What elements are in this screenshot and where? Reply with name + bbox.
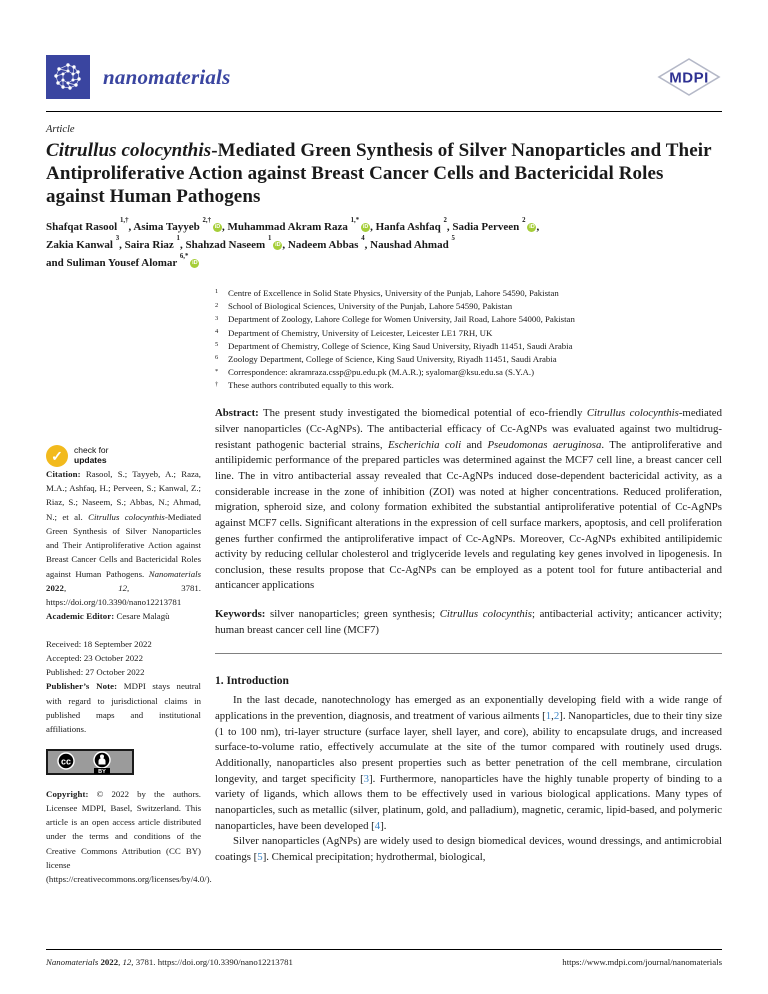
- check-for-updates-label: check for updates: [74, 445, 109, 465]
- affiliation-row: 6 Zoology Department, College of Science, King Saud University, Riyadh 11451, Saudi Arabia: [215, 353, 557, 364]
- footer-divider: [46, 949, 722, 950]
- publisher-note: Publisher’s Note: MDPI stays neutral with regard to jurisdictional claims in published maps and institutional affiliations.: [46, 681, 201, 735]
- intro-paragraph-2: Silver nanoparticles (AgNPs) are widely used to design biomedical devices, wound dressings, and antimicrobial coatings [5]. Chemical precipitation; hydrothermal, biological,: [215, 835, 722, 863]
- academic-editor: Academic Editor: Cesare Malagù: [46, 611, 170, 622]
- citation-ref-3[interactable]: 3: [363, 772, 370, 785]
- nanomaterials-fullerene-logo: [46, 55, 90, 99]
- keywords: Keywords: silver nanoparticles; green synthesis; Citrullus colocynthis; antibacterial activity; anticancer activity; human breast cancer cell line (MCF7): [215, 608, 722, 636]
- page-footer: [46, 949, 722, 967]
- orcid-icon[interactable]: iD: [275, 241, 281, 248]
- citation-ref-2[interactable]: 2: [553, 710, 560, 723]
- orcid-icon[interactable]: iD: [529, 223, 535, 230]
- citation-ref-1[interactable]: 1: [545, 710, 552, 723]
- check-icon: ✓: [46, 445, 68, 467]
- check-for-updates-badge[interactable]: [46, 445, 201, 467]
- affiliation-row: 1 Centre of Excellence in Solid State Physics, University of the Punjab, Lahore 54590, Pakistan: [215, 287, 559, 298]
- cc-icon: [58, 753, 74, 769]
- orcid-icon[interactable]: iD: [192, 259, 198, 266]
- svg-text:cc: cc: [60, 756, 72, 767]
- received-date: Received: 18 September 2022: [46, 638, 152, 649]
- orcid-icon[interactable]: iD: [362, 223, 369, 230]
- affiliation-row: 2 School of Biological Sciences, University of the Punjab, Lahore 54590, Pakistan: [215, 301, 513, 312]
- affiliation-row: 5 Department of Chemistry, College of Science, King Saud University, Riyadh 11451, Saudi Arabia: [215, 340, 573, 351]
- citation-block: Citation: Rasool, S.; Tayyeb, A.; Raza, M.A.; Ashfaq, H.; Perveen, S.; Kanwal, Z.; Riaz, S.; Naseem, S.; Abbas, N.; Ahmad, N.; et al. Citrullus colocynthis-Mediated Green Synthesis of Silver Nanoparticles and Their Antiproliferative Action against Breast Cancer Cells and Bactericidal Roles against Human Pathogens. Nanomaterials 2022, 12, 3781. https://doi.org/10.3390/nano12213781: [46, 468, 201, 608]
- intro-paragraph-1: In the last decade, nanotechnology has emerged as an exponentially developing field with a wide range of applications in the prevention, diagnosis, and treatment of various ailments [1,2]. Nanoparticles, due to their tiny size (1 to 100 nm), tri-layer structure (surface layer, shell layer, and core), ability to encapsulate drugs, and increased surface-to-volume ratio, effectively accumulate at the site of the tumor compared with routinely used drugs. Additionally, nanoparticles also present properties such as better penetration of the cell membrane, circulation longevity, and target specificity [3]. Furthermore, nanoparticles have the highly tunable property of binding to a variety of ligands, which allows them to be effectively used in various biological applications. Many types of nanoparticles, such as metallic (silver, platinum, gold, and palladium), magnetic, ceramic, lipid-based, and polymeric nanoparticles, have been developed [4].: [215, 694, 722, 832]
- svg-text:MDPI: MDPI: [669, 69, 709, 87]
- main-column: [215, 287, 722, 887]
- abstract: Abstract: The present study investigated the biomedical potential of eco-friendly Citrullus colocynthis-mediated silver nanoparticles (Cc-AgNPs). The antibacterial efficacy of Cc-AgNPs was evaluated against two multidrug-resistant pathogenic bacterial strains, Escherichia coli and Pseudomonas aeruginosa. The antiproliferative and antilipidemic performance of the prepared particles was determined against the MCF7 cell line, a breast cancer cell line. The in vitro antibacterial assay revealed that Cc-AgNPs induced dose-dependent bactericidal activity, as a considerable increase in the zone of inhibition (ZOI) was noted at higher concentrations. Reduced proliferation, migration, spheroid size, and colony formation exhibited the substantial antiproliferative potential of Cc-AgNPs against MCF7 cells. Significant alterations in the expression of cell surface markers, apoptosis, and cell proliferation genes further confirmed the antiproliferative impact of Cc-AgNPs. Moreover, Cc-AgNPs exhibited antilipidemic activity by reducing cellular cholesterol and triglyceride levels and regulating key genes involved in lipogenesis. In conclusion, these results propose that Cc-AgNPs can be employed as a potent tool for future antibacterial and anticancer applications: [215, 407, 722, 592]
- journal-name: nanomaterials: [103, 64, 231, 89]
- affiliations-list: [215, 287, 722, 393]
- orcid-icon[interactable]: iD: [214, 223, 221, 230]
- affiliation-row: † These authors contributed equally to this work.: [215, 380, 394, 391]
- header-divider: [46, 111, 722, 112]
- section-divider: [215, 653, 722, 654]
- affiliation-row-correspondence[interactable]: * Correspondence: akramraza.cssp@pu.edu.pk (M.A.R.); syalomar@ksu.edu.sa (S.Y.A.): [215, 367, 535, 378]
- cc-by-person-icon: [94, 752, 110, 775]
- mdpi-logo: [656, 57, 722, 97]
- section-heading-introduction: 1. Introduction: [215, 675, 289, 688]
- citation-ref-5[interactable]: 5: [257, 850, 263, 863]
- published-date: Published: 27 October 2022: [46, 667, 145, 678]
- svg-text:BY: BY: [98, 769, 106, 776]
- article-title: Citrullus colocynthis-Mediated Green Synthesis of Silver Nanoparticles and Their Antiproliferative Action against Breast Cancer Cells and Bactericidal Roles against Human Pathogens: [46, 140, 712, 208]
- cc-by-license-badge[interactable]: [46, 749, 201, 779]
- accepted-date: Accepted: 23 October 2022: [46, 652, 143, 663]
- affiliation-row: 3 Department of Zoology, Lahore College for Women University, Jail Road, Lahore 54000, Pakistan: [215, 314, 575, 325]
- article-type-label: Article: [46, 124, 75, 135]
- affiliation-row: 4 Department of Chemistry, University of Leicester, Leicester LE1 7RH, UK: [215, 327, 493, 338]
- citation-ref-4[interactable]: 4: [374, 819, 381, 832]
- copyright-block: Copyright: © 2022 by the authors. Licensee MDPI, Basel, Switzerland. This article is an open access article distributed under the terms and conditions of the Creative Commons Attribution (CC BY) license (https://creativecommons.org/licenses/by/4.0/).: [46, 788, 212, 885]
- footer-citation[interactable]: Nanomaterials 2022, 12, 3781. https://doi.org/10.3390/nano12213781: [46, 957, 293, 967]
- authors-line: Shafqat Rasool $^{1,\dagger}$, Asima Tayyeb $^{2,\dagger}$iD , Muhammad Akram Raza $^{1,*}$iD , Hanfa Ashfaq $^2$, Sadia Perveen $^2$iD , Zakia Kanwal $^3$, Saira Riaz $^1$, Shahzad Naseem $^1$iD , Nadeem Abbas $^4$, Naushad Ahmad $^5$ and Suliman Yousef Alomar $^{6,*}$iD: [46, 216, 540, 269]
- header: [46, 54, 722, 100]
- left-sidebar: [46, 287, 212, 887]
- footer-journal-url[interactable]: https://www.mdpi.com/journal/nanomaterials: [562, 957, 722, 967]
- article-dates: [46, 637, 201, 680]
